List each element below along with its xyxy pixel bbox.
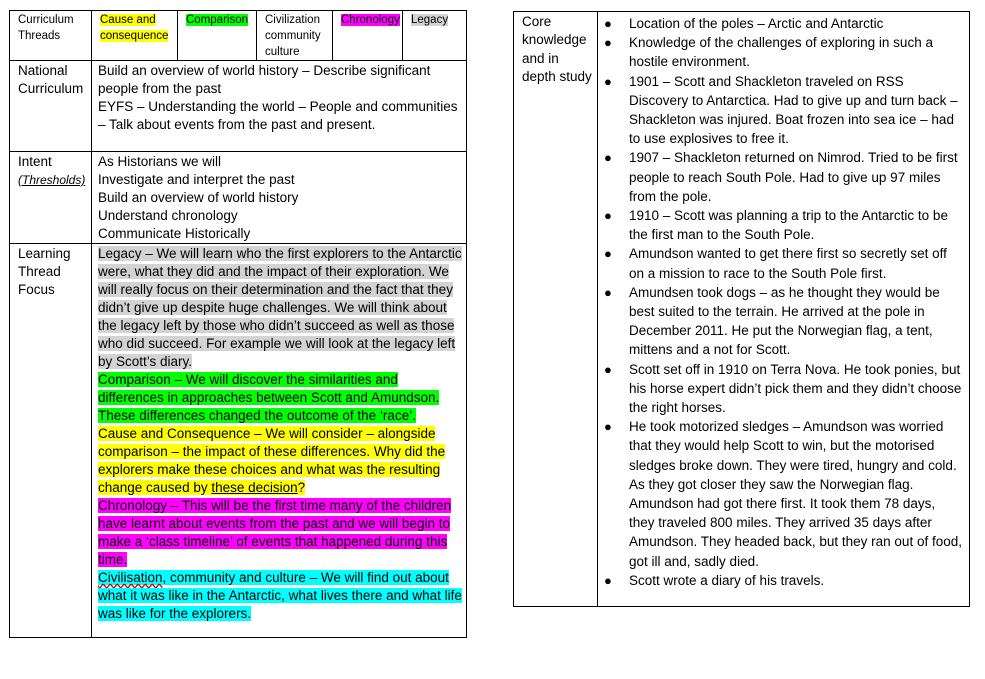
core-knowledge-list xyxy=(598,14,963,590)
national-curriculum-label-cell xyxy=(10,61,92,152)
intent-label-cell xyxy=(10,152,92,244)
core-knowledge-row xyxy=(514,12,970,607)
bullet-icon: ● xyxy=(604,16,612,31)
threads-label: Curriculum Threads xyxy=(18,14,74,42)
learning-thread-content xyxy=(92,244,467,638)
intent-label: Intent xyxy=(18,154,52,169)
bullet-icon: ● xyxy=(604,284,612,300)
cause-underlined-text: these decision xyxy=(211,480,298,495)
list-item-text: 1910 – Scott was planning a trip to the Antarctic to be the first man to the South Pole. xyxy=(629,208,948,243)
core-knowledge-content xyxy=(598,12,970,607)
core-knowledge-label-cell xyxy=(514,12,598,607)
list-item-text: Knowledge of the challenges of exploring in such a hostile environment. xyxy=(629,35,933,70)
civilisation-paragraph xyxy=(98,569,462,623)
thread-chronology: Chronology xyxy=(341,14,400,26)
intent-line: Investigate and interpret the past xyxy=(98,172,295,187)
national-curriculum-label: National Curriculum xyxy=(18,63,84,96)
learning-thread-label-cell xyxy=(10,244,92,638)
bullet-icon: ● xyxy=(604,73,612,89)
bullet-icon: ● xyxy=(604,246,612,262)
civilisation-text: , community and culture – We will find out about what it was like in the Antarctic, what lives there and what life was like for the explorers. xyxy=(98,570,462,621)
list-item xyxy=(598,14,963,33)
thread-comparison-cell xyxy=(178,11,257,61)
thread-civilization-cell xyxy=(257,11,333,61)
cause-text: Cause and Consequence – We will consider – alongside comparison – the impact of these differences. Why did the explorers make these choices and what was the resulting change caused by xyxy=(98,426,446,495)
thread-chronology-cell xyxy=(333,11,403,61)
intent-sublabel: (Thresholds) xyxy=(18,173,86,187)
list-item-text: Scott set off in 1910 on Terra Nova. He took ponies, but his horse expert didn’t pick them and they didn’t choose the right horses. xyxy=(629,361,962,416)
list-item xyxy=(598,33,963,71)
list-item xyxy=(598,148,963,206)
thread-legacy: Legacy xyxy=(411,14,449,26)
bullet-icon: ● xyxy=(604,208,612,224)
legacy-paragraph: Legacy – We will learn who the first explorers to the Antarctic were, what they did and the impact of their exploration. We will really focus on their determination and the fact that they didn’t give up despite huge challenges. We will think about the legacy left by those who didn’t succeed as well as those who did succeed. For example we will look at the legacy left by Scott’s diary. xyxy=(98,246,462,369)
list-item xyxy=(598,360,963,418)
list-item-text: Scott wrote a diary of his travels. xyxy=(629,572,825,588)
bullet-icon: ● xyxy=(604,572,612,588)
comparison-paragraph: Comparison – We will discover the similarities and differences in approaches between Scott and Amundson. These differences changed the outcome of the ‘race’. xyxy=(98,372,440,423)
core-knowledge-table xyxy=(513,11,970,607)
thread-civilization: Civilization community culture xyxy=(265,14,321,58)
thread-cause-and-consequence: Cause and consequence xyxy=(100,14,169,42)
national-curriculum-content xyxy=(92,61,467,152)
bullet-icon: ● xyxy=(604,150,612,166)
thread-cause-cell xyxy=(92,11,178,61)
national-curriculum-row xyxy=(10,61,467,152)
list-item-text: He took motorized sledges – Amundson was worried that they would help Scott to win, but the motorised sledges broke down. They were tired, hungry and cold. As they got closer they saw the Norwegian flag. Amundson had got there first. It took them 78 days, they traveled 800 miles. They arrived 35 days after Amundson. They headed back, but they ran out of food, got ill and, sadly died. xyxy=(629,419,962,569)
learning-thread-label: Learning Thread Focus xyxy=(18,246,71,297)
list-item xyxy=(598,571,963,590)
list-item-text: Amundsen took dogs – as he thought they would be best suited to the terrain. He arrived at the pole in December 2011. He put the Norwegian flag, a tent, mittens and a not for Scott. xyxy=(629,284,940,358)
list-item-text: 1901 – Scott and Shackleton traveled on RSS Discovery to Antarctica. Had to give up and turn back – Shackleton was injured. Boat frozen into sea ice – had to use explosives to free it. xyxy=(629,73,958,147)
threads-row xyxy=(10,11,467,61)
thread-legacy-cell xyxy=(403,11,467,61)
thread-comparison: Comparison xyxy=(186,14,248,26)
learning-thread-row xyxy=(10,244,467,638)
list-item-text: Amundson wanted to get there first so secretly set off on a mission to race to the South Pole first. xyxy=(629,246,947,281)
intent-row xyxy=(10,152,467,244)
list-item xyxy=(598,72,963,149)
list-item xyxy=(598,283,963,360)
national-curriculum-line-2: EYFS – Understanding the world – People and communities – Talk about events from the past and present. xyxy=(98,99,458,132)
cause-paragraph xyxy=(98,425,462,497)
civilisation-word: Civilisation xyxy=(98,570,163,585)
intent-line: Understand chronology xyxy=(98,208,238,223)
threads-label-cell xyxy=(10,11,92,61)
bullet-icon: ● xyxy=(604,35,612,51)
list-item-text: Location of the poles – Arctic and Antarctic xyxy=(629,16,884,31)
intent-content xyxy=(92,152,467,244)
list-item xyxy=(598,206,963,244)
intent-line: Communicate Historically xyxy=(98,226,251,241)
list-item xyxy=(598,417,963,571)
national-curriculum-line-1: Build an overview of world history – Describe significant people from the past xyxy=(98,63,431,96)
core-knowledge-label: Core knowledge and in depth study xyxy=(522,14,592,85)
list-item-text: 1907 – Shackleton returned on Nimrod. Tried to be first people to reach South Pole. Had to give up 97 miles from the pole. xyxy=(629,150,958,204)
bullet-icon: ● xyxy=(604,419,612,435)
bullet-icon: ● xyxy=(604,361,612,377)
cause-end-text: ? xyxy=(297,480,306,495)
intent-line: Build an overview of world history xyxy=(98,190,299,205)
list-item xyxy=(598,244,963,282)
curriculum-table xyxy=(9,10,467,638)
intent-line: As Historians we will xyxy=(98,154,222,169)
chronology-paragraph: Chronology – This will be the first time many of the children have learnt about events from the past and we will begin to make a ‘class timeline’ of events that happened during this time. xyxy=(98,498,452,567)
